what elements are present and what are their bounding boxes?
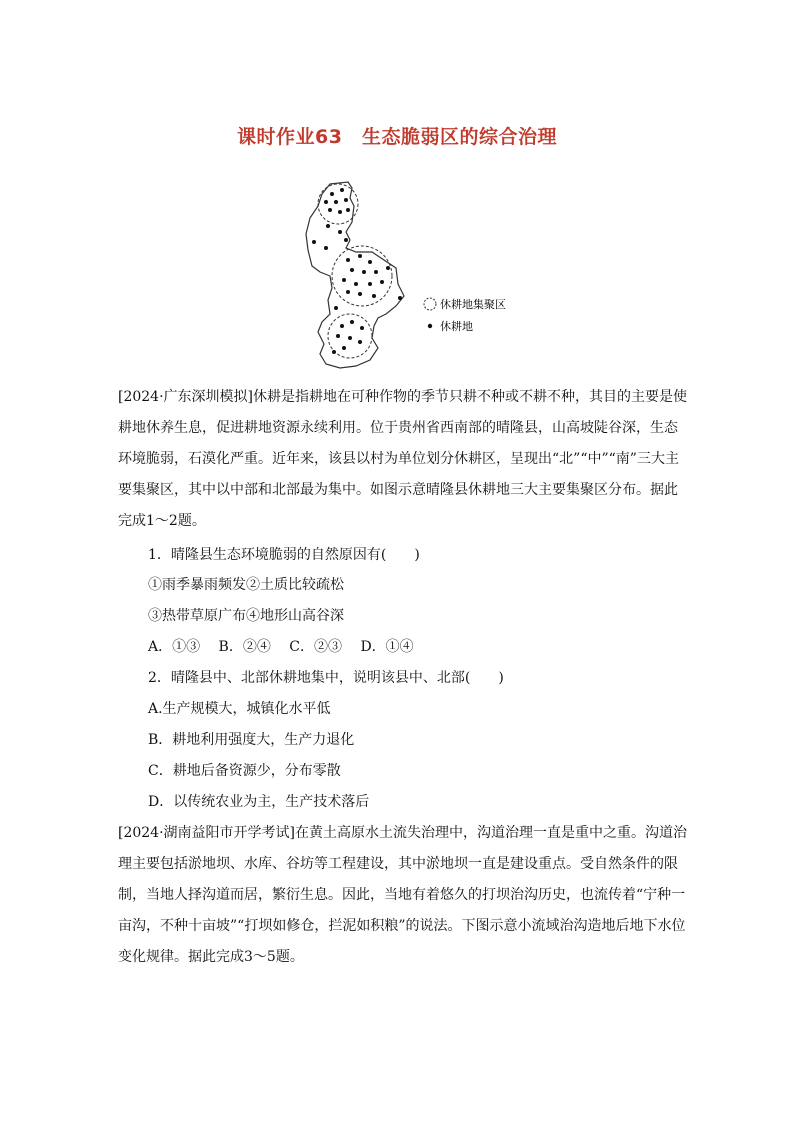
county-outline bbox=[306, 182, 404, 368]
dot-icon bbox=[428, 324, 432, 328]
county-map bbox=[300, 176, 530, 376]
dashed-circle-icon bbox=[424, 298, 436, 310]
question-2-option-c: C．耕地后备资源少，分布零散 bbox=[148, 763, 341, 779]
passage-2: [2024·湖南益阳市开学考试]在黄土高原水土流失治理中，沟道治理一直是重中之重。沟道治理主要包括淤地坝、水库、谷坊等工程建设，其中淤地坝一直是建设重点。受自然条件的限制，当地人择沟道而居，繁衍生息。因此，当地有着悠久的打坝治沟历史，也流传着“宁种一亩沟，不种十亩坡”“打坝如修仓，拦泥如积粮”的说法。下图示意小流域治沟造地后地下水位变化规律。据此完成3～5题。 bbox=[118, 825, 688, 965]
passage-1: [2024·广东深圳模拟]休耕是指耕地在可种作物的季节只耕不种或不耕不种，其目的主要是使耕地休养生息，促进耕地资源永续利用。位于贵州省西南部的晴隆县，山高坡陡谷深，生态环境脆弱，石漠化严重。近年来，该县以村为单位划分休耕区，呈现出“北”“中”“南”三大主要集聚区，其中以中部和北部最为集中。如图示意晴隆县休耕地三大主要集聚区分布。据此完成1～2题。 bbox=[118, 389, 688, 529]
question-2-option-a: A.生产规模大，城镇化水平低 bbox=[148, 701, 331, 717]
question-1-choices: A．①③ B．②④ C．②③ D．①④ bbox=[148, 639, 414, 655]
legend-cluster-label: 休耕地集聚区 bbox=[440, 298, 506, 311]
question-1-statement-b: ③热带草原广布④地形山高谷深 bbox=[148, 608, 344, 624]
question-2-option-b: B．耕地利用强度大，生产力退化 bbox=[148, 732, 355, 748]
question-1-stem: 1．晴隆县生态环境脆弱的自然原因有( ) bbox=[148, 547, 420, 563]
question-1-statement-a: ①雨季暴雨频发②土质比较疏松 bbox=[148, 577, 344, 593]
question-2-stem: 2．晴隆县中、北部休耕地集中，说明该县中、北部( ) bbox=[148, 670, 504, 686]
legend-fallow-label: 休耕地 bbox=[440, 320, 473, 333]
page-title: 课时作业63 生态脆弱区的综合治理 bbox=[237, 126, 557, 148]
question-2-option-d: D．以传统农业为主，生产技术落后 bbox=[148, 794, 370, 810]
